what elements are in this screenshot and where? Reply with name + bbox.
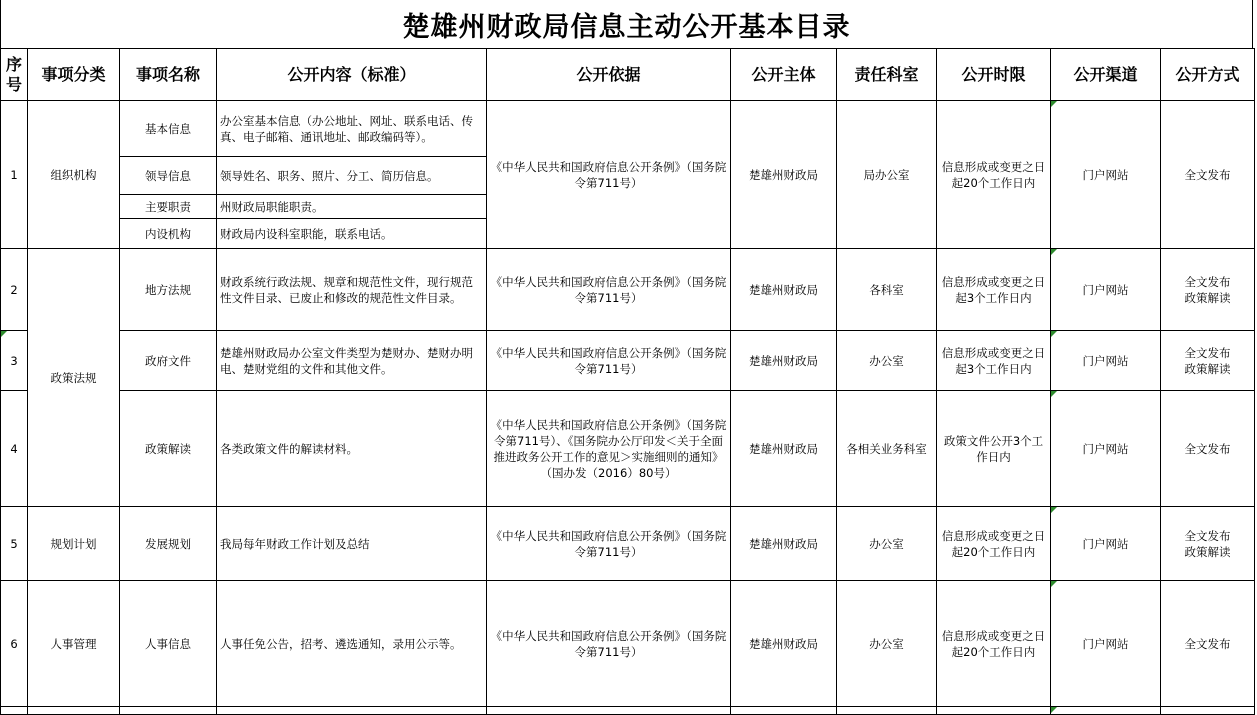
header-item[interactable]: 事项名称: [120, 49, 217, 101]
cell-empty[interactable]: [731, 707, 837, 715]
cell-dept[interactable]: 各科室: [837, 249, 937, 331]
cell-dept[interactable]: 办公室: [837, 581, 937, 707]
cell-dept[interactable]: 办公室: [837, 507, 937, 581]
cell-time[interactable]: 信息形成或变更之日起20个工作日内: [937, 581, 1051, 707]
cell-time[interactable]: 信息形成或变更之日起20个工作日内: [937, 507, 1051, 581]
header-row: [1, 49, 1255, 101]
cell-content[interactable]: 办公室基本信息（办公地址、网址、联系电话、传真、电子邮箱、通讯地址、邮政编码等）。: [217, 101, 487, 157]
method-line-2: 政策解读: [1184, 290, 1231, 305]
cell-subject[interactable]: 楚雄州财政局: [731, 581, 837, 707]
cell-channel[interactable]: 门户网站: [1051, 249, 1161, 331]
cell-item[interactable]: 发展规划: [120, 507, 217, 581]
cell-method[interactable]: 全文发布: [1161, 391, 1255, 507]
catalog-table: [0, 48, 1255, 715]
method-line-1: 全文发布: [1184, 345, 1231, 360]
cell-time[interactable]: 信息形成或变更之日起3个工作日内: [937, 331, 1051, 391]
cell-empty[interactable]: [1161, 707, 1255, 715]
cell-empty[interactable]: [120, 707, 217, 715]
cell-empty[interactable]: [28, 707, 120, 715]
cell-category[interactable]: 政策法规: [28, 249, 120, 507]
cell-content[interactable]: 各类政策文件的解读材料。: [217, 391, 487, 507]
cell-channel[interactable]: 门户网站: [1051, 581, 1161, 707]
cell-item[interactable]: 政策解读: [120, 391, 217, 507]
header-method[interactable]: 公开方式: [1161, 49, 1255, 101]
cell-item[interactable]: 内设机构: [120, 219, 217, 249]
cell-method[interactable]: [1161, 331, 1255, 391]
cell-item[interactable]: 主要职责: [120, 195, 217, 219]
cell-time[interactable]: 信息形成或变更之日起20个工作日内: [937, 101, 1051, 249]
cell-content[interactable]: 我局每年财政工作计划及总结: [217, 507, 487, 581]
header-no[interactable]: 序号: [1, 49, 28, 101]
cell-content[interactable]: 人事任免公告，招考、遴选通知，录用公示等。: [217, 581, 487, 707]
table-row: [1, 507, 1255, 581]
cell-empty[interactable]: [1, 707, 28, 715]
header-content[interactable]: 公开内容（标准）: [217, 49, 487, 101]
cell-content[interactable]: 财政局内设科室职能，联系电话。: [217, 219, 487, 249]
cell-method[interactable]: 全文发布: [1161, 101, 1255, 249]
cell-item[interactable]: 政府文件: [120, 331, 217, 391]
cell-subject[interactable]: 楚雄州财政局: [731, 331, 837, 391]
cell-basis[interactable]: 《中华人民共和国政府信息公开条例》（国务院令第711号）: [487, 101, 731, 249]
cell-dept[interactable]: 各相关业务科室: [837, 391, 937, 507]
cell-channel[interactable]: 门户网站: [1051, 391, 1161, 507]
header-subject[interactable]: 公开主体: [731, 49, 837, 101]
cell-channel[interactable]: 门户网站: [1051, 101, 1161, 249]
method-line-1: 全文发布: [1184, 274, 1231, 289]
cell-subject[interactable]: 楚雄州财政局: [731, 249, 837, 331]
header-channel[interactable]: 公开渠道: [1051, 49, 1161, 101]
cell-empty[interactable]: [937, 707, 1051, 715]
table-row: [1, 101, 1255, 157]
cell-empty[interactable]: [837, 707, 937, 715]
cell-content[interactable]: 领导姓名、职务、照片、分工、简历信息。: [217, 157, 487, 195]
cell-method[interactable]: [1161, 249, 1255, 331]
cell-item[interactable]: 地方法规: [120, 249, 217, 331]
method-line-1: 全文发布: [1184, 528, 1231, 543]
cell-method[interactable]: [1161, 507, 1255, 581]
cell-empty[interactable]: [487, 707, 731, 715]
header-category[interactable]: 事项分类: [28, 49, 120, 101]
cell-content[interactable]: 财政系统行政法规、规章和规范性文件，现行规范性文件目录、已废止和修改的规范性文件目录。: [217, 249, 487, 331]
cell-item[interactable]: 基本信息: [120, 101, 217, 157]
header-dept[interactable]: 责任科室: [837, 49, 937, 101]
cell-content[interactable]: 楚雄州财政局办公室文件类型为楚财办、楚财办明电、楚财党组的文件和其他文件。: [217, 331, 487, 391]
cell-channel[interactable]: 门户网站: [1051, 507, 1161, 581]
cell-subject[interactable]: 楚雄州财政局: [731, 391, 837, 507]
header-time[interactable]: 公开时限: [937, 49, 1051, 101]
cell-category[interactable]: 规划计划: [28, 507, 120, 581]
cell-subject[interactable]: 楚雄州财政局: [731, 101, 837, 249]
cell-content[interactable]: 州财政局职能职责。: [217, 195, 487, 219]
cell-subject[interactable]: 楚雄州财政局: [731, 507, 837, 581]
cell-no[interactable]: 6: [1, 581, 28, 707]
table-row: [1, 391, 1255, 507]
cell-empty[interactable]: [1051, 707, 1161, 715]
cell-category[interactable]: 组织机构: [28, 101, 120, 249]
cell-time[interactable]: 信息形成或变更之日起3个工作日内: [937, 249, 1051, 331]
cell-basis[interactable]: 《中华人民共和国政府信息公开条例》（国务院令第711号）: [487, 249, 731, 331]
cell-basis[interactable]: 《中华人民共和国政府信息公开条例》（国务院令第711号）: [487, 507, 731, 581]
cell-method[interactable]: 全文发布: [1161, 581, 1255, 707]
cell-time[interactable]: 政策文件公开3个工作日内: [937, 391, 1051, 507]
cell-basis[interactable]: 《中华人民共和国政府信息公开条例》（国务院令第711号）、《国务院办公厅印发＜关于全面推进政务公开工作的意见＞实施细则的通知》（国办发（2016）80号）: [487, 391, 731, 507]
cell-no[interactable]: 4: [1, 391, 28, 507]
table-row-partial: [1, 707, 1255, 715]
cell-dept[interactable]: 局办公室: [837, 101, 937, 249]
cell-basis[interactable]: 《中华人民共和国政府信息公开条例》（国务院令第711号）: [487, 331, 731, 391]
cell-channel[interactable]: 门户网站: [1051, 331, 1161, 391]
cell-no[interactable]: 1: [1, 101, 28, 249]
method-line-2: 政策解读: [1184, 544, 1231, 559]
header-basis[interactable]: 公开依据: [487, 49, 731, 101]
page-title: 楚雄州财政局信息主动公开基本目录: [0, 0, 1253, 48]
table-row: [1, 581, 1255, 707]
cell-category[interactable]: 人事管理: [28, 581, 120, 707]
table-row: [1, 331, 1255, 391]
cell-no[interactable]: 5: [1, 507, 28, 581]
table-row: [1, 249, 1255, 331]
cell-item[interactable]: 领导信息: [120, 157, 217, 195]
cell-no[interactable]: 2: [1, 249, 28, 331]
cell-basis[interactable]: 《中华人民共和国政府信息公开条例》（国务院令第711号）: [487, 581, 731, 707]
method-line-2: 政策解读: [1184, 361, 1231, 376]
cell-no[interactable]: 3: [1, 331, 28, 391]
cell-empty[interactable]: [217, 707, 487, 715]
cell-item[interactable]: 人事信息: [120, 581, 217, 707]
cell-dept[interactable]: 办公室: [837, 331, 937, 391]
